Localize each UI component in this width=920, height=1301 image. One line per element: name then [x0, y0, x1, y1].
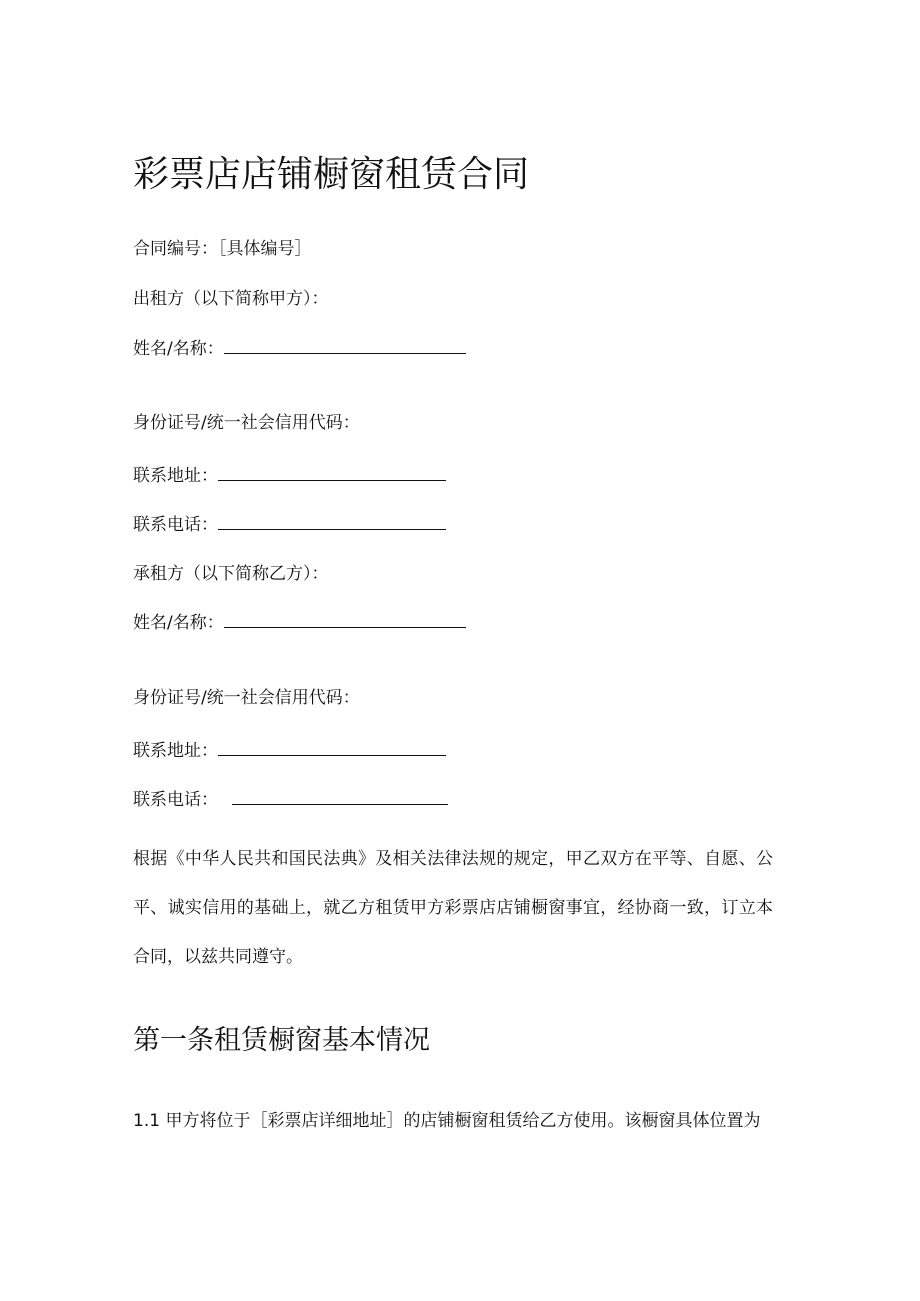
lessee-name-label: 姓名/名称： — [133, 613, 224, 633]
document-title: 彩票店店铺橱窗租赁合同 — [133, 154, 530, 195]
lessor-address-row — [133, 463, 446, 489]
lessee-name-blank[interactable] — [224, 611, 466, 628]
lessor-phone-blank[interactable] — [218, 513, 446, 530]
lessee-name-row — [133, 610, 466, 636]
lessor-phone-label: 联系电话： — [133, 515, 218, 535]
lessee-address-blank[interactable] — [218, 739, 446, 756]
lessor-name-row — [133, 336, 466, 362]
contract-number: 合同编号：［具体编号］ — [133, 239, 312, 259]
lessee-header: 承租方（以下简称乙方）： — [133, 564, 329, 584]
lessor-address-label: 联系地址： — [133, 466, 218, 486]
section-1-heading: 第一条租赁橱窗基本情况 — [133, 1025, 430, 1056]
lessor-address-blank[interactable] — [218, 464, 446, 481]
preamble-paragraph: 根据《中华人民共和国民法典》及相关法律法规的规定，甲乙双方在平等、自愿、公平、诚实信用的基础上，就乙方租赁甲方彩票店店铺橱窗事宜，经协商一致，订立本合同，以兹共同遵守。 — [133, 849, 773, 967]
lessor-phone-row — [133, 512, 446, 538]
lessee-phone-blank[interactable] — [232, 788, 448, 805]
clause-1-1: 1.1 甲方将位于［彩票店详细地址］的店铺橱窗租赁给乙方使用。该橱窗具体位置为 — [133, 1111, 761, 1131]
lessee-address-row — [133, 738, 446, 764]
lessee-phone-label: 联系电话： — [133, 790, 218, 810]
lessee-phone-row — [133, 787, 448, 813]
lessee-id-label: 身份证号/统一社会信用代码： — [133, 688, 360, 708]
lessor-header: 出租方（以下简称甲方）： — [133, 289, 329, 309]
lessor-name-blank[interactable] — [224, 337, 466, 354]
lessor-id-label: 身份证号/统一社会信用代码： — [133, 413, 360, 433]
lessee-address-label: 联系地址： — [133, 741, 218, 761]
lessor-name-label: 姓名/名称： — [133, 339, 224, 359]
